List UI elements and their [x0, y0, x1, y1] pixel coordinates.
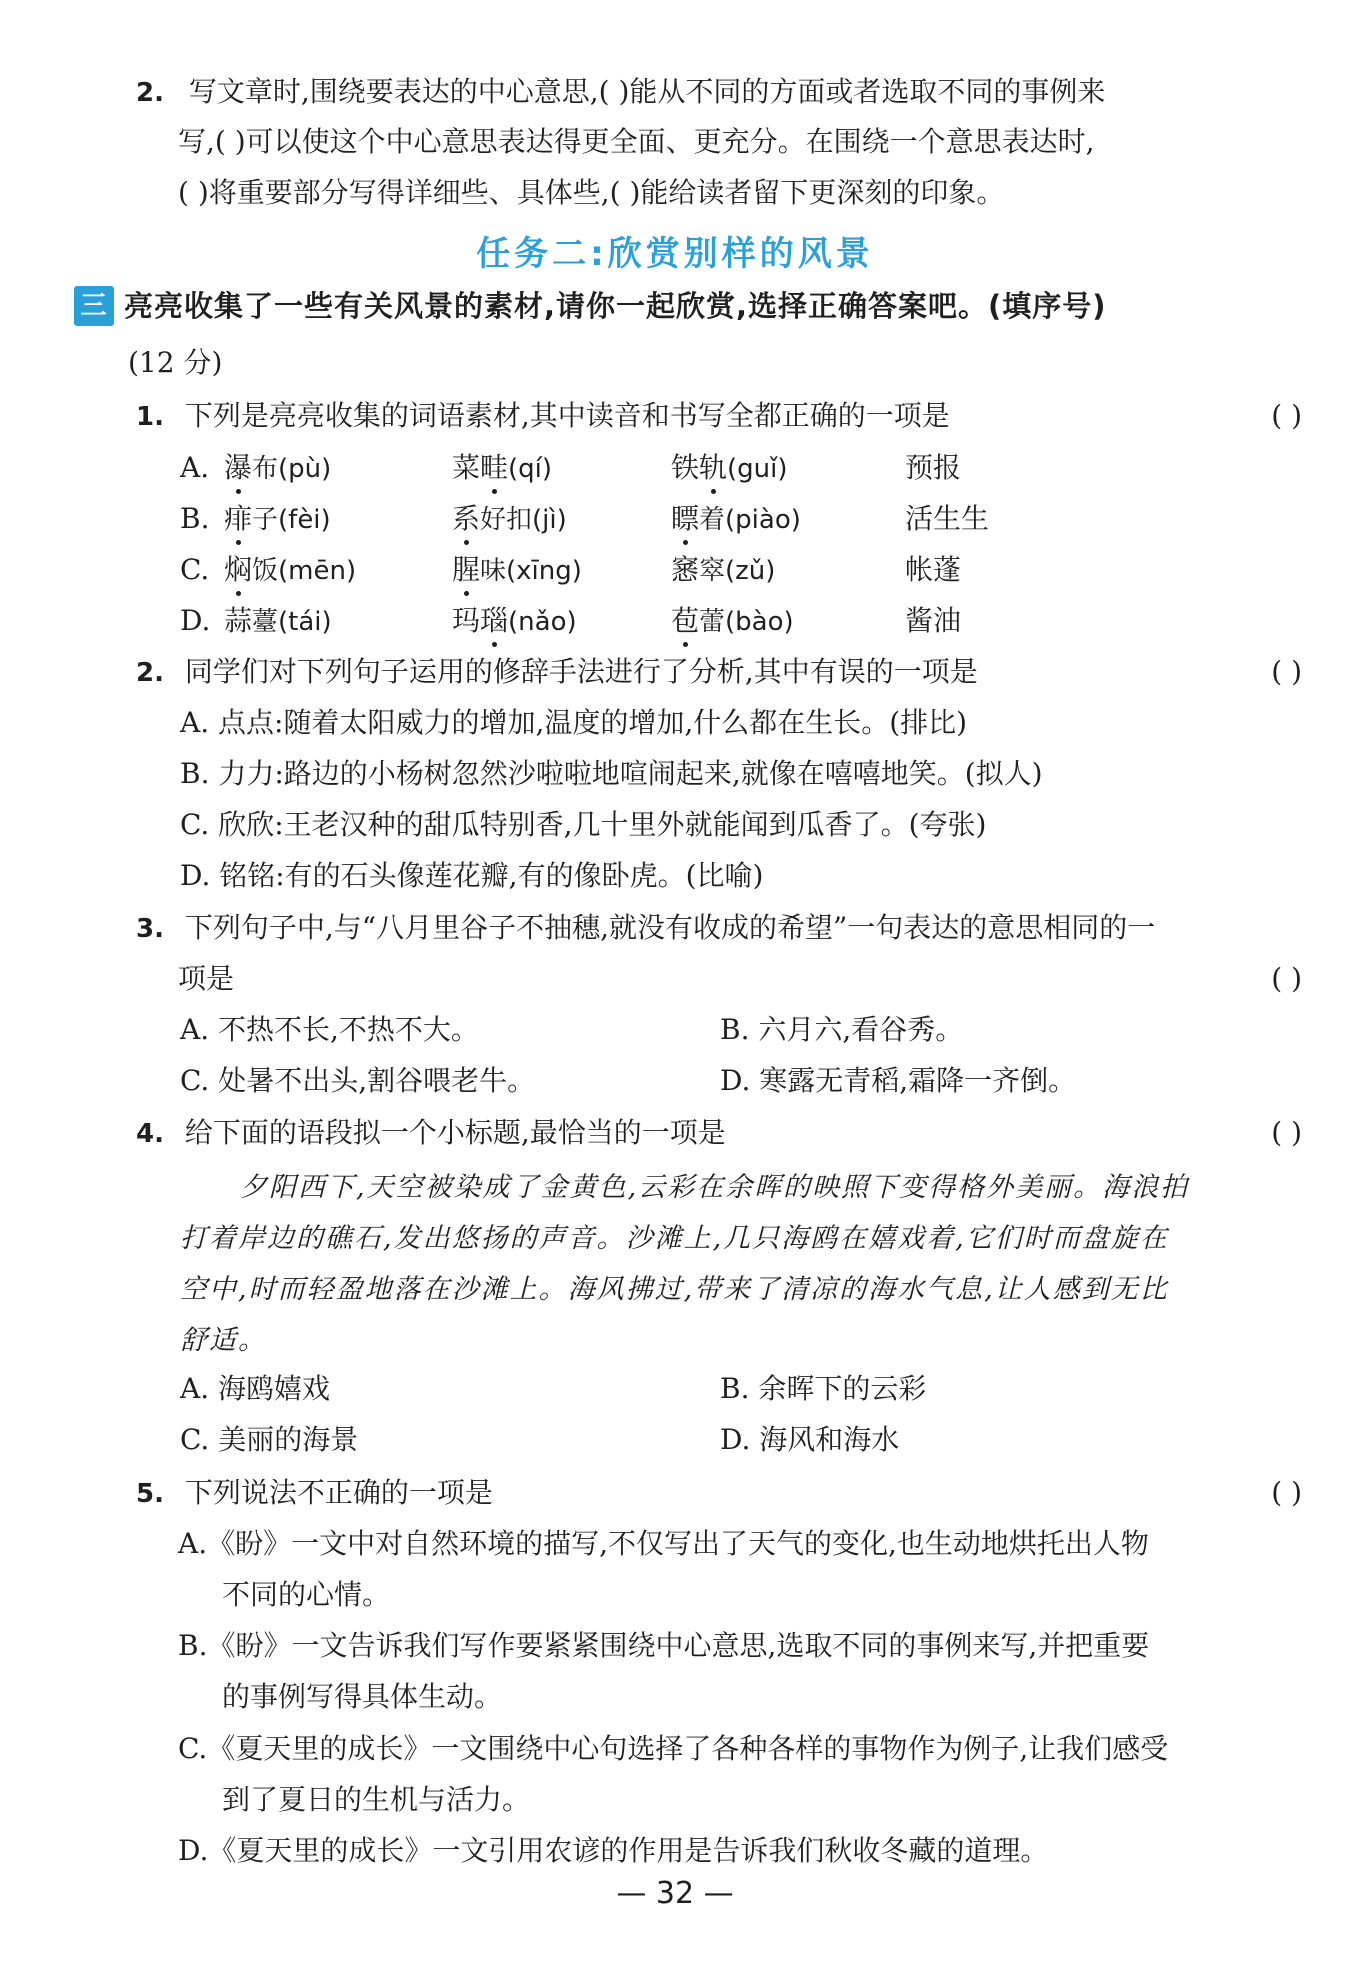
- question-number: 3.: [136, 914, 164, 944]
- section-score: (12 分): [128, 346, 223, 379]
- word-char: 蒜: [224, 604, 253, 637]
- word-pinyin: 好扣(jì): [480, 505, 567, 535]
- word: 帐蓬: [905, 553, 962, 586]
- dotted-char: 系: [452, 499, 480, 539]
- q2-option-c[interactable]: C. 欣欣:王老汉种的甜瓜特别香,几十里外就能闻到瓜香了。(夸张): [180, 808, 987, 841]
- word: 活生生: [905, 502, 990, 535]
- q2-option-a[interactable]: A. 点点:随着太阳威力的增加,温度的增加,什么都在生长。(排比): [180, 706, 968, 739]
- dotted-char: 苞: [671, 601, 699, 641]
- q2-option-b[interactable]: B. 力力:路边的小杨树忽然沙啦啦地喧闹起来,就像在嘻嘻地笑。(拟人): [180, 757, 1043, 790]
- q4-stem: [136, 1113, 1302, 1153]
- q3-stem-line1: [136, 908, 1155, 948]
- word: 预报: [905, 451, 962, 484]
- word-char: 窸: [671, 553, 700, 586]
- q1-stem: [136, 396, 1302, 436]
- top-q2-line2: 写,( )可以使这个中心意思表达得更全面、更充分。在围绕一个意思表达时,: [178, 125, 1095, 158]
- q2-option-d[interactable]: D. 铭铭:有的石头像莲花瓣,有的像卧虎。(比喻): [180, 859, 764, 892]
- question-text: 下列句子中,与“八月里谷子不抽穗,就没有收成的希望”一句表达的意思相同的一: [184, 911, 1156, 944]
- q3-option-c[interactable]: C. 处暑不出头,割谷喂老牛。: [180, 1064, 536, 1097]
- option-label: D.: [180, 604, 211, 637]
- question-number: 1.: [136, 402, 164, 432]
- question-text: 同学们对下列句子运用的修辞手法进行了分析,其中有误的一项是: [184, 655, 978, 688]
- question-number: 2.: [136, 658, 164, 688]
- dotted-char: 畦: [480, 448, 508, 488]
- passage-line2: 打着岸边的礁石,发出悠扬的声音。沙滩上,几只海鸥在嬉戏着,它们时而盘旋在: [180, 1223, 1169, 1254]
- q4-option-c[interactable]: C. 美丽的海景: [180, 1423, 359, 1456]
- q1-option-c[interactable]: [180, 550, 1280, 590]
- word-pinyin: 布(pù): [252, 454, 332, 484]
- question-text: 给下面的语段拟一个小标题,最恰当的一项是: [184, 1116, 726, 1149]
- word-pinyin: 薹(tái): [252, 607, 332, 637]
- word-pinyin: 子(fèi): [252, 505, 331, 535]
- q5-option-c-cont: 到了夏日的生机与活力。: [222, 1783, 531, 1816]
- word-pinyin: 窣(zǔ): [699, 556, 776, 586]
- question-text: 下列是亮亮收集的词语素材,其中读音和书写全都正确的一项是: [184, 399, 950, 432]
- q1-option-d[interactable]: [180, 601, 1280, 641]
- question-text: 项是: [178, 962, 235, 995]
- word: 酱油: [905, 604, 962, 637]
- q2-stem: [136, 652, 1302, 692]
- dotted-char: 瑙: [480, 601, 508, 641]
- q3-option-a[interactable]: A. 不热不长,不热不大。: [180, 1013, 479, 1046]
- question-number: 4.: [136, 1119, 164, 1149]
- word-char: 玛: [452, 604, 481, 637]
- section-heading-text: 亮亮收集了一些有关风景的素材,请你一起欣赏,选择正确答案吧。(填序号): [124, 289, 1107, 323]
- dotted-char: 痱: [224, 499, 252, 539]
- dotted-char: 瀑: [224, 448, 252, 488]
- word-char: 菜: [452, 451, 481, 484]
- dotted-char: 焖: [224, 550, 252, 590]
- passage-line4: 舒适。: [180, 1325, 267, 1356]
- dotted-char: 瞟: [671, 499, 699, 539]
- q5-stem: [136, 1473, 1302, 1513]
- q1-option-a[interactable]: [180, 448, 1280, 488]
- q4-option-d[interactable]: D. 海风和海水: [720, 1423, 900, 1456]
- top-q2-line1: [136, 72, 1105, 112]
- answer-blank[interactable]: ( ): [1271, 1116, 1302, 1149]
- word-pinyin: (qí): [508, 454, 553, 484]
- passage-line1: 夕阳西下,天空被染成了金黄色,云彩在余晖的映照下变得格外美丽。海浪拍: [240, 1172, 1190, 1203]
- option-label: B.: [180, 502, 210, 535]
- section-badge: 三: [74, 286, 114, 326]
- question-number: 5.: [136, 1479, 164, 1509]
- answer-blank[interactable]: ( ): [1271, 1476, 1302, 1509]
- q3-option-d[interactable]: D. 寒露无青稻,霜降一齐倒。: [720, 1064, 1077, 1097]
- question-text: 下列说法不正确的一项是: [184, 1476, 493, 1509]
- section-heading: [74, 284, 1107, 328]
- word-pinyin: 着(piào): [699, 505, 801, 535]
- q5-option-c[interactable]: C.《夏天里的成长》一文围绕中心句选择了各种各样的事物作为例子,让我们感受: [178, 1732, 1169, 1765]
- q5-option-a[interactable]: A.《盼》一文中对自然环境的描写,不仅写出了天气的变化,也生动地烘托出人物: [178, 1527, 1149, 1560]
- answer-blank[interactable]: ( ): [1271, 962, 1302, 995]
- q3-stem-line2: [178, 959, 1302, 999]
- word-char: 铁: [671, 451, 700, 484]
- q3-option-b[interactable]: B. 六月六,看谷秀。: [720, 1013, 964, 1046]
- word-pinyin: (nǎo): [508, 607, 577, 637]
- dotted-char: 轨: [699, 448, 727, 488]
- page-number: — 32 —: [616, 1876, 734, 1911]
- answer-blank[interactable]: ( ): [1271, 399, 1302, 432]
- q1-option-b[interactable]: [180, 499, 1280, 539]
- q4-option-b[interactable]: B. 余晖下的云彩: [720, 1372, 927, 1405]
- word-pinyin: (guǐ): [727, 454, 788, 484]
- passage-line3: 空中,时而轻盈地落在沙滩上。海风拂过,带来了清凉的海水气息,让人感到无比: [180, 1274, 1169, 1305]
- option-label: C.: [180, 553, 210, 586]
- option-label: A.: [180, 451, 210, 484]
- dotted-char: 腥: [452, 550, 480, 590]
- answer-blank[interactable]: ( ): [1271, 655, 1302, 688]
- q5-option-b-cont: 的事例写得具体生动。: [222, 1680, 503, 1713]
- top-q2-line3: ( )将重要部分写得详细些、具体些,( )能给读者留下更深刻的印象。: [178, 176, 1005, 209]
- word-pinyin: 味(xīng): [480, 556, 582, 586]
- q5-option-a-cont: 不同的心情。: [222, 1578, 391, 1611]
- q4-option-a[interactable]: A. 海鸥嬉戏: [180, 1372, 331, 1405]
- q5-option-b[interactable]: B.《盼》一文告诉我们写作要紧紧围绕中心意思,选取不同的事例来写,并把重要: [178, 1629, 1150, 1662]
- question-number: 2.: [136, 78, 164, 108]
- word-pinyin: 饭(mēn): [252, 556, 357, 586]
- question-text: 写文章时,围绕要表达的中心意思,( )能从不同的方面或者选取不同的事例来: [188, 75, 1106, 108]
- q5-option-d[interactable]: D.《夏天里的成长》一文引用农谚的作用是告诉我们秋收冬藏的道理。: [178, 1834, 1049, 1867]
- word-pinyin: 蕾(bào): [699, 607, 794, 637]
- task-title: 任务二:欣赏别样的风景: [476, 234, 874, 274]
